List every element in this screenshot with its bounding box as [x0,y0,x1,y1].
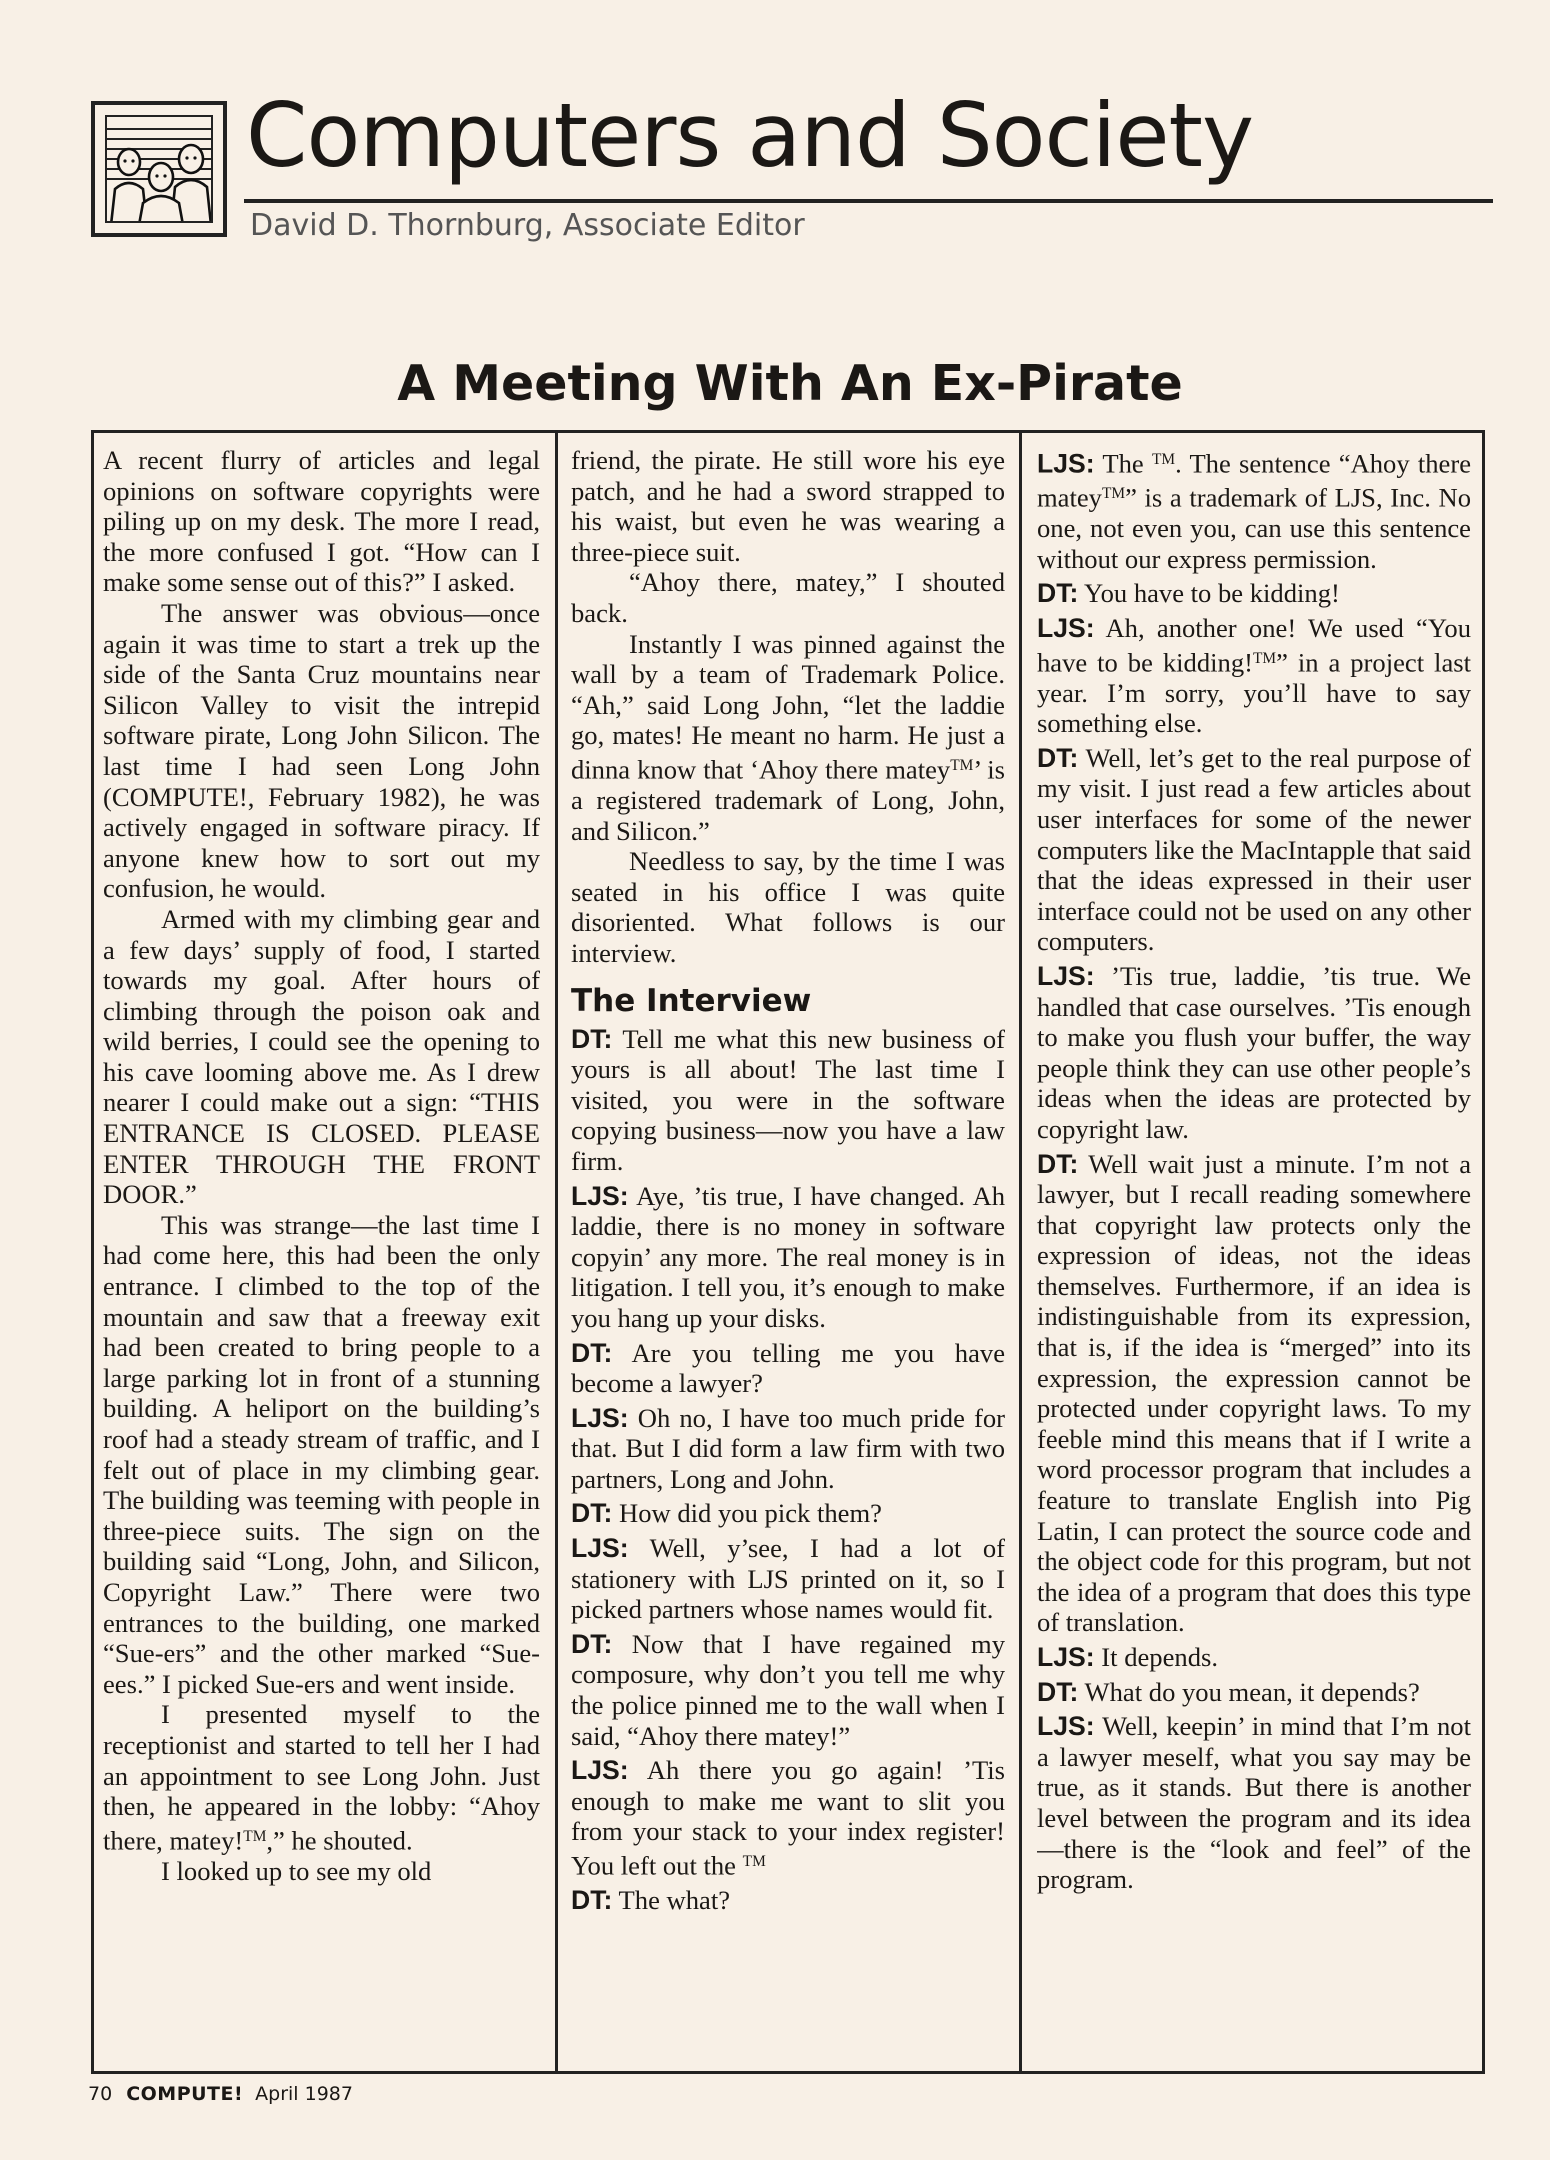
byline: David D. Thornburg, Associate Editor [250,208,805,243]
speaker-label: LJS: [1037,448,1095,479]
paragraph: “Ahoy there, matey,” I shouted back. [571,567,1005,628]
trademark-symbol: TM [243,1827,267,1845]
trademark-symbol: TM [1151,451,1176,468]
dialogue-line: DT: What do you mean, it depends? [1037,1676,1420,1707]
paragraph: A recent flurry of articles and legal opinions on software copyrights were piling up on my desk. The more I read, the more confused I got. “How can I make some sense out of this?” I asked. [103,445,540,598]
trademark-symbol: TM [742,1853,766,1871]
column-divider [1019,432,1022,2072]
dialogue-line: DT: The what? [571,1885,731,1916]
dialogue-line: DT: Tell me what this new business of yours is all about! The last time I visited, you were in the software copying business—now you have a law firm. [571,1023,1005,1176]
speaker-label: DT: [571,1023,613,1054]
speaker-label: DT: [1037,742,1079,773]
speaker-label: DT: [1037,1148,1079,1179]
speaker-label: LJS: [571,1533,629,1564]
dialogue-line: LJS: Oh no, I have too much pride for that. But I did form a law firm with two partners, Long and John. [571,1402,1005,1494]
speaker-label: DT: [1037,578,1079,609]
speaker-label: LJS: [1037,1642,1095,1673]
dialogue-line: DT: How did you pick them? [571,1498,882,1529]
paragraph: I presented myself to the receptionist and started to tell her I had an appointment to see Long John. Just then, he appeared in the lobby: “Ahoy there, matey!™,” he shouted. [103,1699,540,1856]
speaker-label: LJS: [1037,612,1095,643]
dialogue-line: LJS: Ah, another one! We used “You have to be kidding!™” in a project last year. I’m sorry, you’ll have to say something else. [1037,612,1471,739]
paragraph: The answer was obvious—once again it was time to start a trek up the side of the Santa Cruz mountains near Silicon Valley to visit the intrepid software pirate, Long John Silicon. The last time I had seen Long John (COMPUTE!, February 1982), he was actively engaged in software piracy. If anyone knew how to sort out my confusion, he would. [103,597,540,904]
speaker-label: DT: [571,1885,613,1916]
dialogue-line: LJS: Well, y’see, I had a lot of stationery with LJS printed on it, so I picked partners whose names would fit. [571,1533,1005,1625]
paragraph: This was strange—the last time I had come here, this had been the only entrance. I climbed to the top of the mountain and saw that a freeway exit had been created to bring people to a large parking lot in front of a stunning building. A heliport on the building’s roof had a steady stream of traffic, and I felt out of place in my climbing gear. The building was teeming with people in three-piece suits. The sign on the building said “Long, John, and Silicon, Copyright Law.” There were two entrances to the building, one marked “Sue-ers” and the other marked “Sue-ees.” I picked Sue-ers and went inside. [103,1209,540,1699]
dialogue-line: DT: Now that I have regained my composure, why don’t you tell me why the police pinned me to the wall when I said, “Ahoy there matey!” [571,1628,1005,1751]
speaker-label: DT: [1037,1676,1079,1707]
article-column-2 [571,445,1005,2060]
paragraph: Needless to say, by the time I was seated in his office I was quite disoriented. What follows is our interview. [571,846,1005,968]
paragraph: Instantly I was pinned against the wall by a team of Trademark Police. “Ah,” said Long John, “let the laddie go, mates! He meant no harm. He just a dinna know that ‘Ahoy there matey™’ is a registered trademark of Long, John, and Silicon.” [571,628,1005,846]
article-column-3 [1037,445,1471,2060]
speaker-label: LJS: [1037,1711,1095,1742]
column-divider [555,432,558,2072]
speaker-label: LJS: [571,1180,629,1211]
dialogue-line: LJS: It depends. [1037,1642,1218,1673]
issue-date: April 1987 [255,2083,353,2105]
paragraph: friend, the pirate. He still wore his eye patch, and he had a sword strapped to his waist, but even he was wearing a three-piece suit. [571,445,1005,567]
trademark-symbol: TM [1101,485,1126,503]
dialogue-line: LJS: ’Tis true, laddie, ’tis true. We handled that case ourselves. ’Tis enough to make you flush your buffer, the way people think they can use other people’s ideas when the ideas are protected by copyright law. [1037,960,1471,1144]
speaker-label: DT: [571,1628,613,1659]
dialogue-line: LJS: Ah there you go again! ’Tis enough to make me want to slit you from your stack to your index register! You left out the ™ [571,1755,1005,1881]
dialogue-line: DT: Well, let’s get to the real purpose of my visit. I just read a few articles about user interfaces for some of the newer computers like the MacIntapple that said that the ideas expressed in their user interface could not be used on any other computers. [1037,742,1471,957]
article-column-1 [103,445,540,2060]
dialogue-line: DT: Are you telling me you have become a lawyer? [571,1337,1005,1399]
article-title: A Meeting With An Ex-Pirate [397,355,1183,412]
magazine-name: COMPUTE! [126,2083,244,2105]
department-logo [91,101,227,237]
dialogue-line: DT: Well wait just a minute. I’m not a lawyer, but I recall reading somewhere that copyright law protects only the expression of ideas, not the ideas themselves. Furthermore, if an idea is indistinguishable from its expression, that is, if the idea is “merged” into its expression, the expression cannot be protected under copyright laws. To my feeble mind this means that if I write a word processor program that includes a feature to translate English into Pig Latin, I can protect the source code and the object code for this program, but not the idea of a program that does this type of translation. [1037,1148,1471,1638]
speaker-label: DT: [571,1337,613,1368]
dialogue-line: LJS: Aye, ’tis true, I have changed. Ah laddie, there is no money in software copyin’ any more. The real money is in litigation. I tell you, it’s enough to make you hang up your disks. [571,1180,1005,1333]
speaker-label: DT: [571,1498,613,1529]
trademark-symbol: TM [950,756,974,774]
page-number: 70 [88,2083,113,2105]
family-portrait-icon [107,117,213,223]
dialogue-line: DT: You have to be kidding! [1037,578,1340,609]
trademark-symbol: TM [1252,649,1277,667]
speaker-label: LJS: [571,1755,629,1786]
header-rule [244,199,1493,203]
dialogue-line: LJS: The ™. The sentence “Ahoy there matey™” is a trademark of LJS, Inc. No one, not even you, can use this sentence without our express permission. [1037,448,1471,574]
paragraph: Armed with my climbing gear and a few days’ supply of food, I started towards my goal. After hours of climbing through the poison oak and wild berries, I could see the opening to his cave looming above me. As I drew nearer I could make out a sign: “THIS ENTRANCE IS CLOSED. PLEASE ENTER THROUGH THE FRONT DOOR.” [103,903,540,1210]
dialogue-line: LJS: Well, keepin’ in mind that I’m not a lawyer meself, what you say may be true, as it stands. But there is another level between the program and its idea—there is the “look and feel” of the program. [1037,1711,1471,1895]
department-title: Computers and Society [246,84,1254,187]
speaker-label: LJS: [571,1402,629,1433]
section-heading: The Interview [571,982,812,1019]
paragraph: I looked up to see my old [161,1855,432,1886]
page-footer [88,2083,353,2105]
speaker-label: LJS: [1037,960,1095,991]
